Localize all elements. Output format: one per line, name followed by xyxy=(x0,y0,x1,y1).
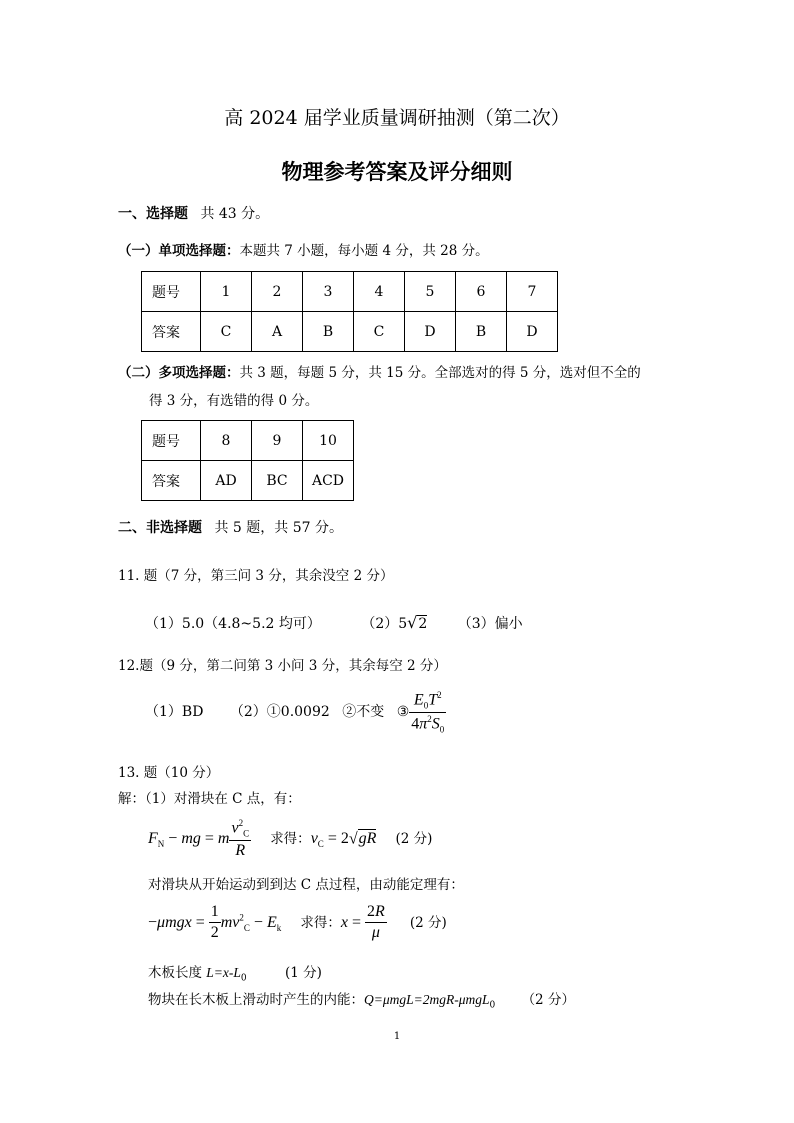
q13-equation-1: $F_N$ − mg = m $\frac{v^2_C}{R}$ 求得：$v_C = 2√gR$ (2 分) xyxy=(148,818,433,859)
question-number: 6 xyxy=(456,272,507,312)
part2-desc: 共 3 题，每题 5 分，共 15 分。全部选对的得 5 分，选对但不全的 xyxy=(239,365,641,381)
q12-answers xyxy=(145,690,446,734)
section2-heading: 二、非选择题 xyxy=(118,520,202,536)
part2-line xyxy=(118,361,641,381)
q13-score-1: (2 分) xyxy=(395,831,433,848)
section2-heading-line xyxy=(118,517,343,537)
fraction-half: $\frac{1}{2}$ xyxy=(210,903,219,941)
answer-cell: ACD xyxy=(303,461,354,501)
part2-label: （二）多项选择题： xyxy=(118,365,240,381)
q11-answer-2 xyxy=(361,613,428,632)
doc-title: 高 2024 届学业质量调研抽测（第二次） xyxy=(224,107,570,129)
question-number: 5 xyxy=(405,272,456,312)
answer-cell: B xyxy=(303,312,354,352)
answer-cell: D xyxy=(507,312,558,352)
q13-title: 13. 题（10 分） xyxy=(118,765,220,781)
answer-cell: D xyxy=(405,312,456,352)
section1-note: 共 43 分。 xyxy=(200,206,270,222)
doc-subtitle: 物理参考答案及评分细则 xyxy=(281,159,513,184)
q12-answer-4 xyxy=(396,690,447,735)
table-row xyxy=(142,421,354,461)
q13-plank-formula: L=x-L xyxy=(206,965,241,980)
row-label-question: 题号 xyxy=(142,421,201,461)
table-row xyxy=(142,272,558,312)
q13-heat-line: 物块在长木板上滑动时产生的内能：Q=μmgL=2mgR-μmgL$_0$ （2 分） xyxy=(148,992,575,1011)
section1-heading-line xyxy=(118,203,269,223)
answer-cell: B xyxy=(456,312,507,352)
q13-heat-text: 物块在长木板上滑动时产生的内能： xyxy=(148,992,364,1008)
single-choice-table xyxy=(141,271,558,352)
q13-score-2: (2 分) xyxy=(409,915,447,931)
fraction-2r-mu: $\frac{2R}{\mu}$ xyxy=(366,903,385,941)
q12-answer-1: （1）BD xyxy=(145,704,204,721)
q13-plank-line: 木板长度 $L=x-L_0$ (1 分) xyxy=(148,965,322,984)
answer-cell: C xyxy=(201,312,252,352)
answer-cell: AD xyxy=(201,461,252,501)
table-row xyxy=(142,312,558,352)
fraction-vc2-r: $\frac{v^2_C}{R}$ xyxy=(231,818,250,859)
sqrt-sign: √ xyxy=(348,830,358,848)
part2-desc-cont: 得 3 分，有选错的得 0 分。 xyxy=(149,393,319,409)
part1-line xyxy=(118,239,489,259)
sqrt-sign: √ xyxy=(407,613,418,632)
part1-desc: 本题共 7 小题，每小题 4 分，共 28 分。 xyxy=(239,243,489,259)
q12-answer-4-prefix: ③ xyxy=(396,704,410,721)
question-number: 9 xyxy=(252,421,303,461)
q11-answers xyxy=(145,613,523,633)
q13-plank-score: (1 分) xyxy=(284,965,322,981)
q11-answer-1: （1）5.0（4.8~5.2 均可） xyxy=(145,616,321,632)
row-label-answer: 答案 xyxy=(142,312,201,352)
question-number: 8 xyxy=(201,421,252,461)
question-number: 7 xyxy=(507,272,558,312)
row-label-question: 题号 xyxy=(142,272,201,312)
question-number: 1 xyxy=(201,272,252,312)
question-number: 4 xyxy=(354,272,405,312)
q13-heat-score: （2 分） xyxy=(521,992,575,1008)
row-label-answer: 答案 xyxy=(142,461,201,501)
q13-heat-formula: Q=μmgL=2mgR-μmgL xyxy=(364,992,490,1007)
section1-heading: 一、选择题 xyxy=(118,206,188,222)
part1-label: （一）单项选择题： xyxy=(118,243,240,259)
answer-cell: C xyxy=(354,312,405,352)
q13-find-1: 求得： xyxy=(270,831,311,848)
q11-title: 11. 题（7 分，第三问 3 分，其余没空 2 分） xyxy=(118,568,394,584)
fraction-e0t2-4pi2s0: $\frac{E_0T^2}{4\pi^2S_0}$ xyxy=(411,690,445,735)
q13-process: 对滑块从开始运动到到达 C 点过程，由动能定理有： xyxy=(148,877,464,893)
multi-choice-table xyxy=(141,420,354,501)
question-number: 3 xyxy=(303,272,354,312)
answer-cell: A xyxy=(252,312,303,352)
page-number: 1 xyxy=(393,1031,401,1042)
q11-radicand: 2 xyxy=(418,616,428,632)
q11-answer-3: （3）偏小 xyxy=(457,616,523,632)
question-number: 10 xyxy=(303,421,354,461)
q13-equation-2: −μmgx = $\frac{1}{2}$ $mv^2_C - E_k$ 求得：x = $\frac{2R}{\mu}$ (2 分) xyxy=(148,903,447,941)
q11-answer-2-prefix: （2）5 xyxy=(361,616,408,632)
q13-plank-text: 木板长度 xyxy=(148,965,207,981)
q12-answer-2: （2）①0.0092 xyxy=(229,704,330,721)
answer-cell: BC xyxy=(252,461,303,501)
q13-intro: 解：（1）对滑块在 C 点，有： xyxy=(118,791,301,807)
q13-find-2: 求得： xyxy=(300,915,341,931)
section2-note: 共 5 题，共 57 分。 xyxy=(214,520,343,536)
q12-title: 12.题（9 分，第二问第 3 小问 3 分，其余每空 2 分） xyxy=(118,658,447,674)
table-row xyxy=(142,461,354,501)
question-number: 2 xyxy=(252,272,303,312)
q12-answer-3: ②不变 xyxy=(342,704,385,721)
